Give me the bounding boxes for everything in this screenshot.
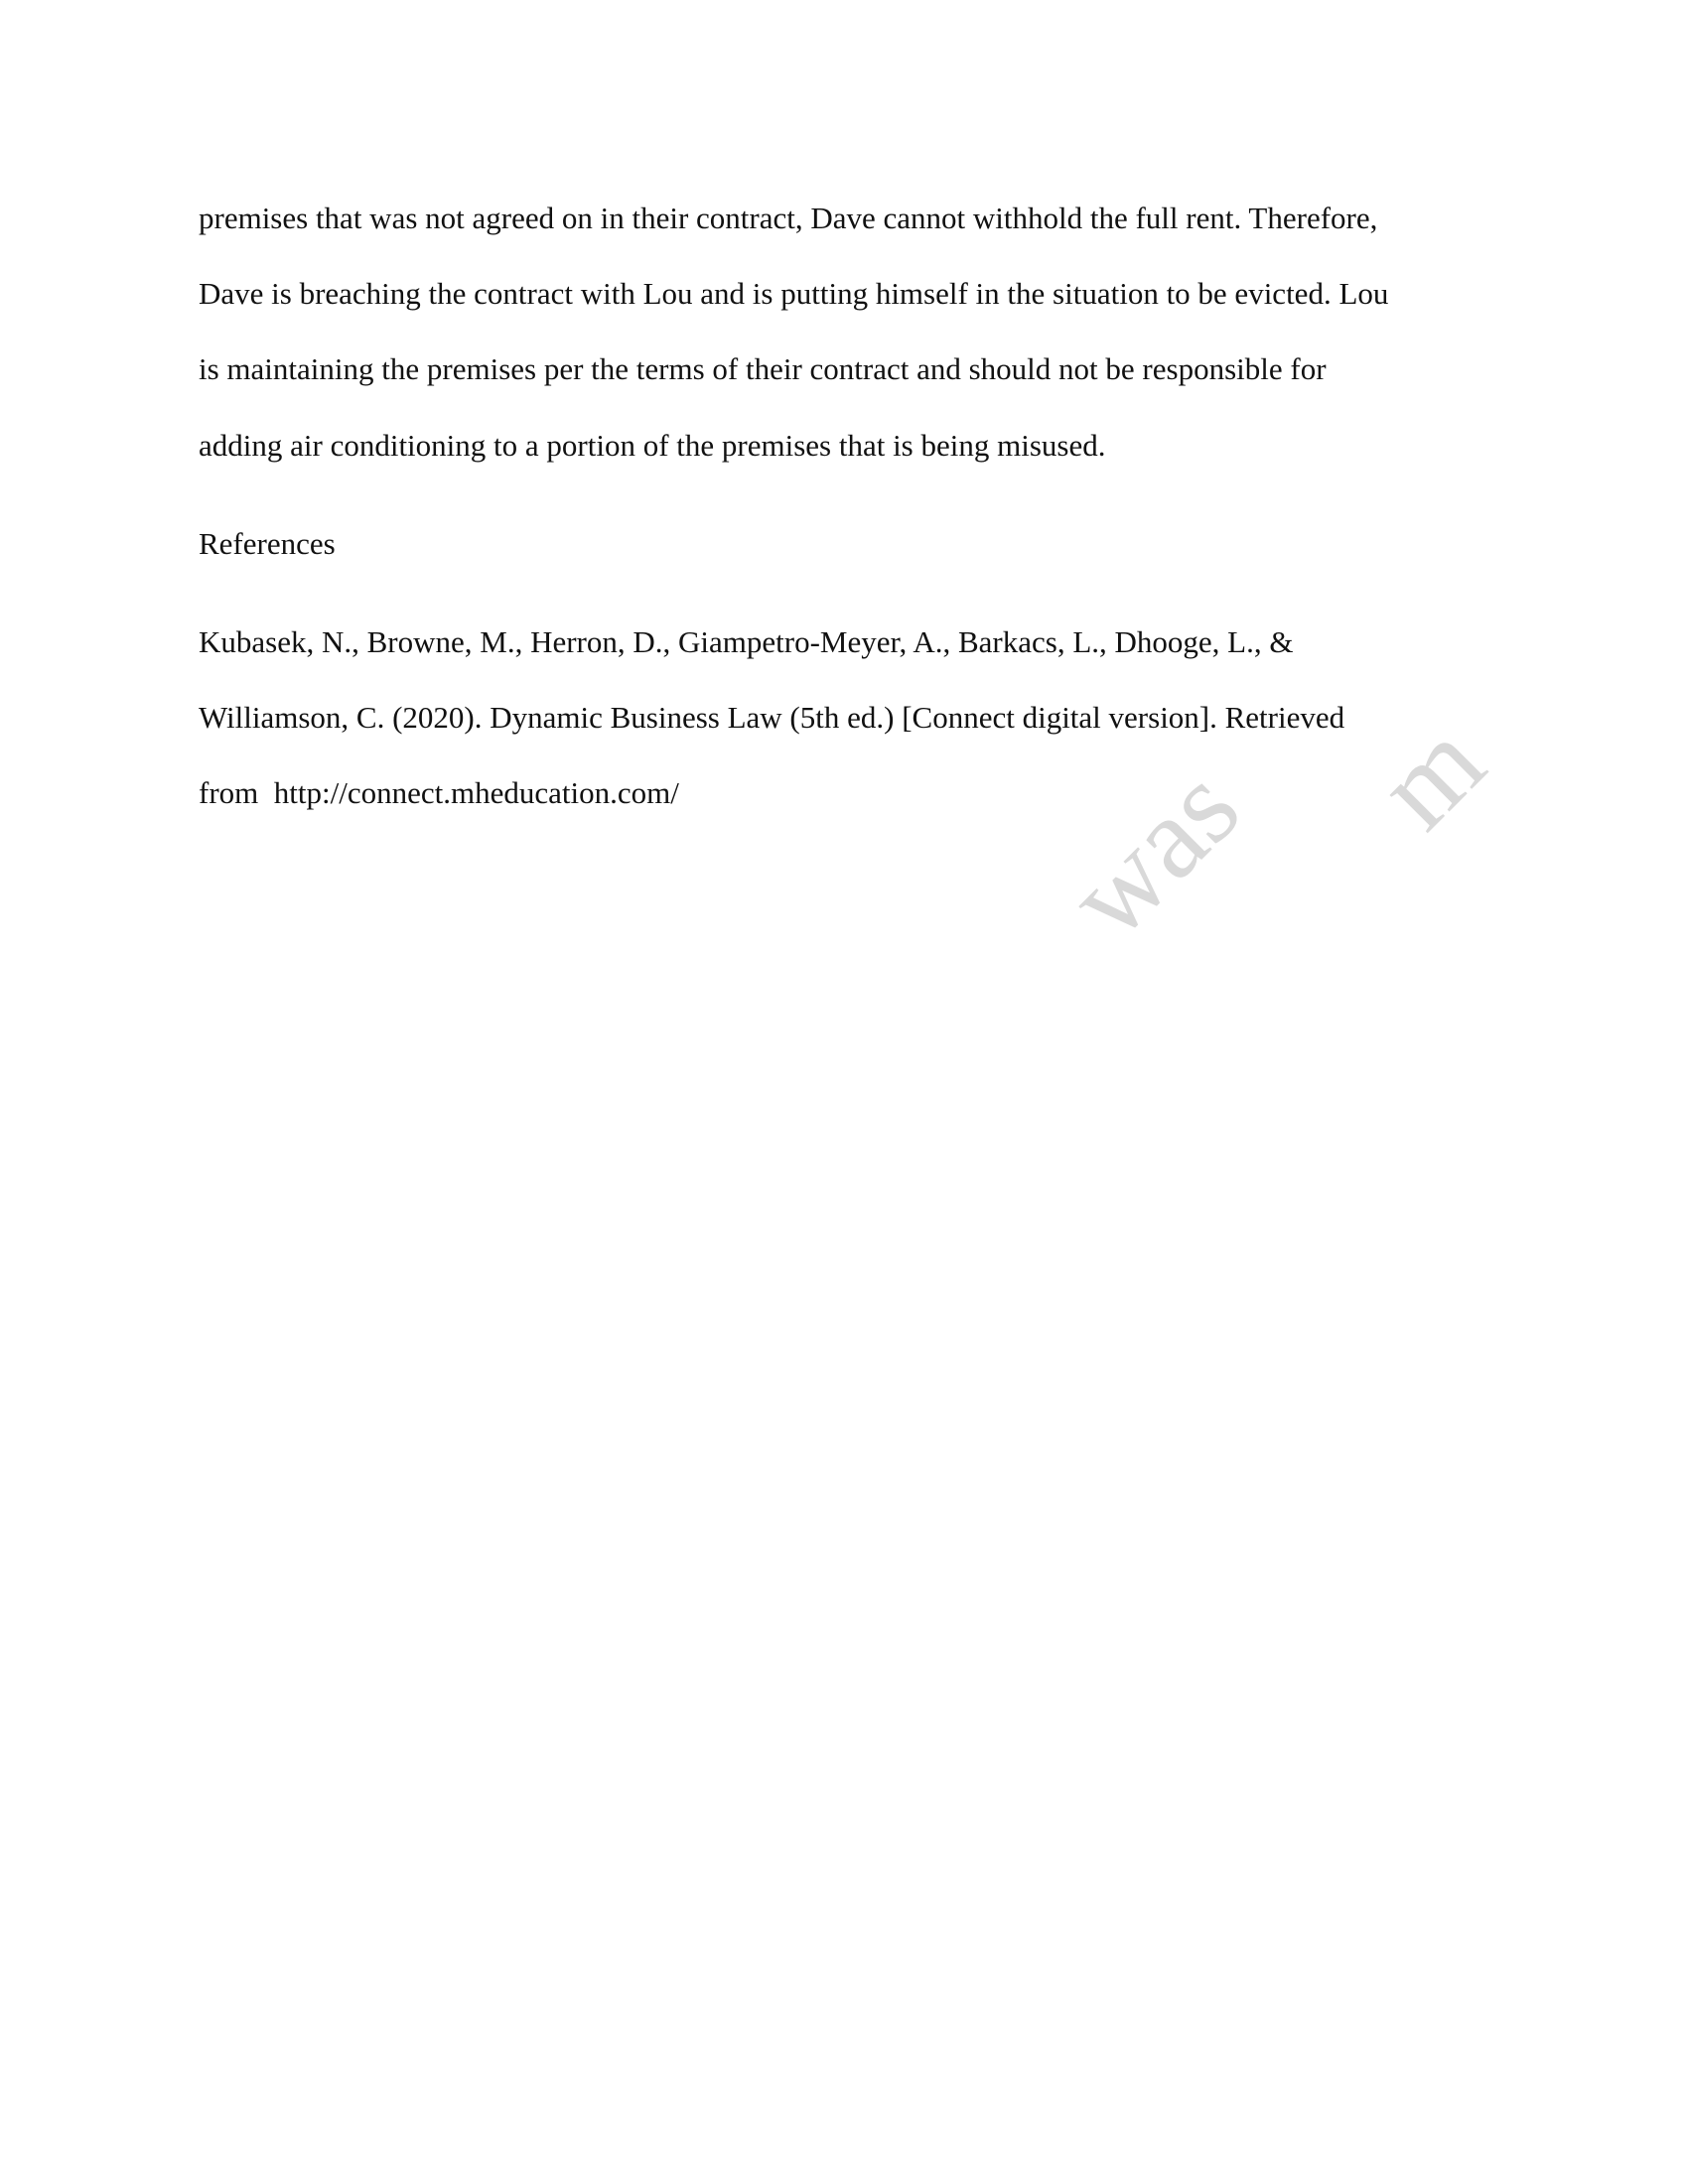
body-line-3: is maintaining the premises per the terms of their contract and should not be responsible for (199, 351, 1327, 386)
body-line-1: premises that was not agreed on in their contract, Dave cannot withhold the full rent. Therefore, (199, 201, 1378, 235)
reference-line-3: from http://connect.mheducation.com/ (199, 775, 679, 810)
reference-line-2: Williamson, C. (2020). Dynamic Business Law (5th ed.) [Connect digital version]. Retrieved (199, 700, 1345, 735)
reference-line-1: Kubasek, N., Browne, M., Herron, D., Giampetro-Meyer, A., Barkacs, L., Dhooge, L., & (199, 624, 1294, 659)
body-line-4: adding air conditioning to a portion of the premises that is being misused. (199, 428, 1106, 463)
watermark-fragment-was: was (1043, 742, 1264, 963)
watermark-fragment-m: m (1351, 696, 1509, 854)
body-line-2: Dave is breaching the contract with Lou and is putting himself in the situation to be evicted. Lou (199, 276, 1389, 311)
references-heading: References (199, 526, 336, 561)
